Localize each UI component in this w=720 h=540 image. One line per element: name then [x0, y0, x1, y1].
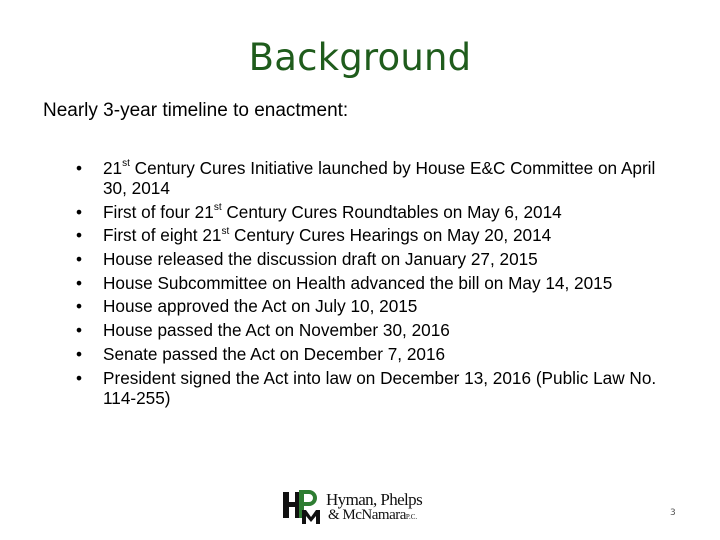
logo-m [302, 510, 320, 524]
logo-p-bowl [304, 490, 317, 506]
bullet-text: Senate passed the Act on December 7, 2016 [103, 343, 446, 364]
logo-firm-name-line2 [328, 507, 417, 524]
logo-h-crossbar [283, 502, 301, 507]
ordinal-suffix: st [221, 225, 230, 237]
logo-pc-suffix: P.C. [405, 513, 418, 521]
bullet-item [73, 158, 683, 198]
bullet-item [73, 202, 683, 222]
bullet-dot: • [76, 249, 83, 270]
bullet-item [73, 249, 683, 269]
bullet-dot: • [76, 367, 83, 388]
firm-logo [282, 489, 447, 525]
timeline-bullet-list [73, 158, 683, 411]
bullet-item [73, 344, 683, 364]
intro-text: Nearly 3-year timeline to enactment: [43, 100, 349, 121]
ordinal-suffix: st [213, 201, 222, 213]
bullet-text: House approved the Act on July 10, 2015 [103, 296, 418, 317]
ordinal-suffix: st [122, 158, 130, 170]
bullet-dot: • [76, 201, 83, 222]
bullet-text-end: Century Cures Hearings on May 20, 2014 [229, 225, 552, 246]
bullet-text-end: Century Cures Roundtables on May 6, 2014 [221, 201, 562, 222]
bullet-text: House released the discussion draft on January 27, 2015 [103, 249, 538, 270]
bullet-dot: • [76, 343, 83, 364]
page-number: 3 [670, 508, 676, 518]
logo-firm-name-text: & McNamara [328, 507, 406, 523]
bullet-text-end: Century Cures Initiative launched by House E&C Committee on April 30, 2014 [103, 158, 656, 198]
bullet-item [73, 273, 683, 293]
bullet-item [73, 296, 683, 316]
bullet-dot: • [76, 158, 83, 178]
hpm-logo-icon [282, 489, 324, 525]
bullet-text: House passed the Act on November 30, 2016 [103, 320, 450, 341]
bullet-dot: • [76, 225, 83, 246]
bullet-text: President signed the Act into law on December 13, 2016 (Public Law No. 114-255) [103, 367, 657, 408]
bullet-dot: • [76, 320, 83, 341]
bullet-text-start: First of four 21 [103, 201, 214, 222]
bullet-item [73, 225, 683, 245]
bullet-text-start: 21 [103, 158, 123, 178]
logo-firm-name-line1: Hyman, Phelps [326, 490, 423, 509]
bullet-dot: • [76, 296, 83, 317]
bullet-dot: • [76, 272, 83, 293]
bullet-text: House Subcommittee on Health advanced the bill on May 14, 2015 [103, 272, 613, 293]
slide-title: Background [248, 36, 472, 79]
bullet-text-start: First of eight 21 [103, 225, 222, 246]
bullet-item [73, 320, 683, 340]
bullet-item [73, 368, 683, 408]
